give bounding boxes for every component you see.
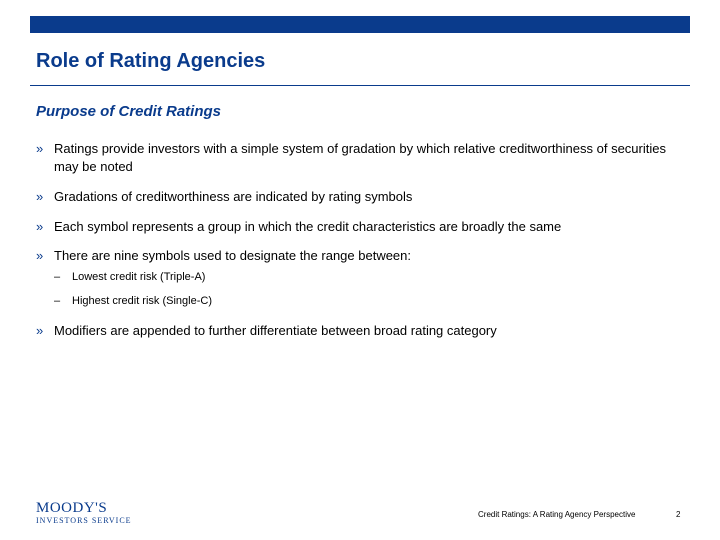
- bullet-text: Ratings provide investors with a simple system of gradation by which relative creditworthiness of securities may be noted: [54, 141, 666, 174]
- sub-bullet-item: [54, 270, 654, 285]
- sub-bullet-item: [54, 294, 654, 309]
- sub-bullet-text: Lowest credit risk (Triple-A): [72, 271, 206, 283]
- dash-marker-icon: –: [54, 271, 61, 283]
- bullet-text: Modifiers are appended to further differentiate between broad rating category: [54, 323, 497, 338]
- bullet-text: Gradations of creditworthiness are indicated by rating symbols: [54, 189, 413, 204]
- bullet-marker-icon: »: [36, 141, 44, 156]
- bullet-marker-icon: »: [36, 248, 44, 263]
- bullet-text: Each symbol represents a group in which the credit characteristics are broadly the same: [54, 219, 562, 234]
- bullet-marker-icon: »: [36, 219, 44, 234]
- sub-bullet-text: Highest credit risk (Single-C): [72, 295, 212, 307]
- moodys-logo: [36, 500, 132, 526]
- bullet-text: There are nine symbols used to designate the range between:: [54, 248, 412, 263]
- title-divider: [30, 85, 690, 86]
- dash-marker-icon: –: [54, 295, 61, 307]
- bullet-item: [36, 322, 686, 340]
- footer-note: Credit Ratings: A Rating Agency Perspective: [478, 510, 636, 519]
- page-number: 2: [676, 510, 681, 519]
- bullet-item: [36, 247, 686, 265]
- bullet-item: [36, 140, 686, 176]
- bullet-item: [36, 188, 686, 206]
- bullet-item: [36, 218, 686, 236]
- bullet-marker-icon: »: [36, 189, 44, 204]
- logo-wordmark: MOODY'S: [36, 500, 108, 516]
- logo-tagline: INVESTORS SERVICE: [36, 516, 132, 525]
- bullet-marker-icon: »: [36, 323, 44, 338]
- slide-title: Role of Rating Agencies: [36, 50, 266, 72]
- slide-subtitle: Purpose of Credit Ratings: [36, 103, 222, 120]
- header-bar: [30, 16, 690, 33]
